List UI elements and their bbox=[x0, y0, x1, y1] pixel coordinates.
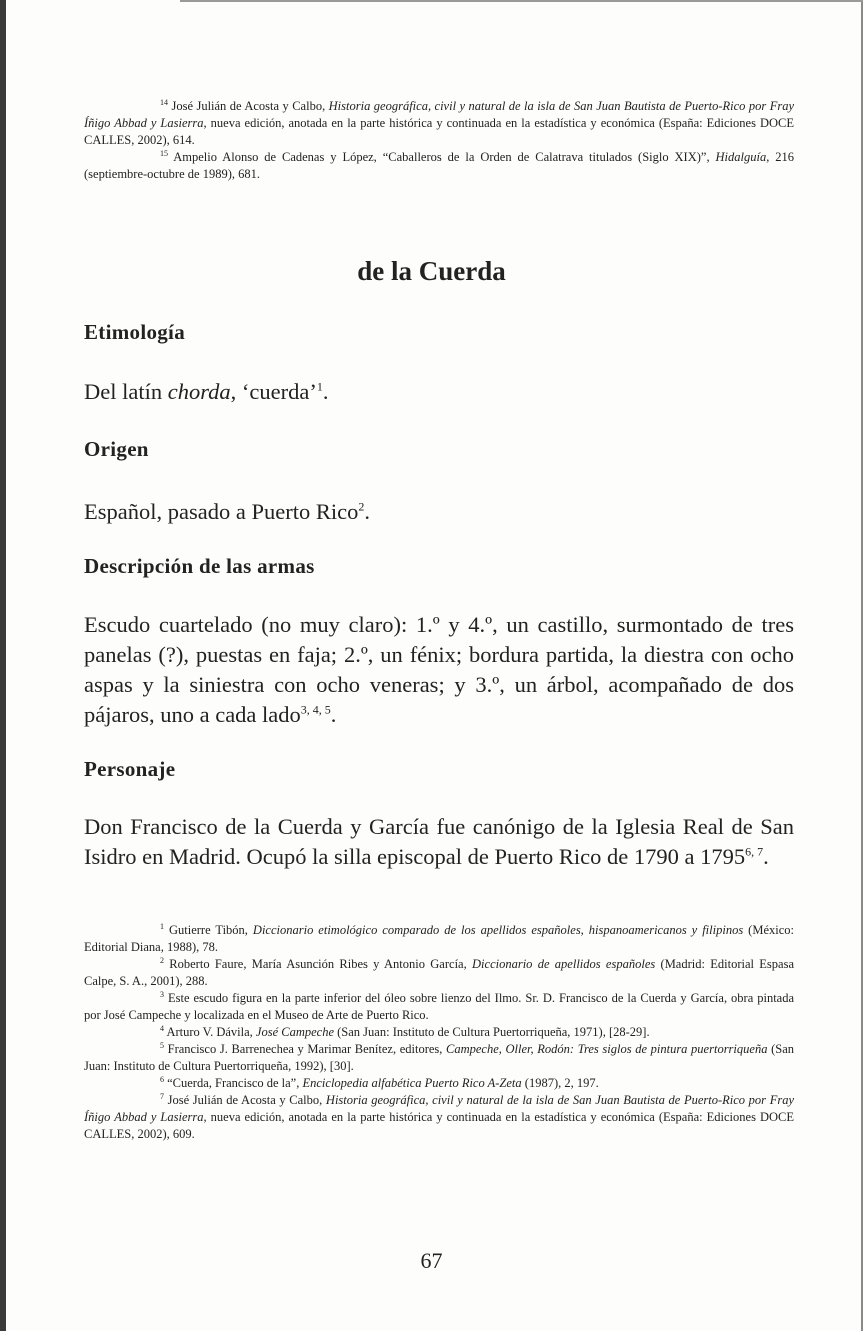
footnote-2: $^2$ Roberto Faure, María Asunción Ribes y Antonio García, Diccionario de apellidos españoles (Madrid: Editorial Espasa Calpe, S. A., 2001), 288. bbox=[84, 955, 794, 988]
footnote-4: $^4$ Arturo V. Dávila, José Campeche (San Juan: Instituto de Cultura Puertorriqueña, 1971), [28-29]. bbox=[160, 1023, 650, 1039]
footnote-7: $^7$ José Julián de Acosta y Calbo, Historia geográfica, civil y natural de la isla de San Juan Bautista de Puerto-Rico por Fray Íñigo Abbad y Lasierra, nueva edición, anotada en la parte histórica y continuada en la estadística y económica (España: Ediciones DOCE CALLES, 2002), 609. bbox=[84, 1091, 794, 1141]
paragraph-personaje: Don Francisco de la Cuerda y García fue canónigo de la Iglesia Real de San Isidro en Madrid. Ocupó la silla episcopal de Puerto Rico de 1790 a 1795$^{6, 7}$. bbox=[84, 814, 794, 869]
page-number: 67 bbox=[420, 1248, 443, 1273]
heading-personaje: Personaje bbox=[84, 757, 176, 781]
footnote-6: $^6$ “Cuerda, Francisco de la”, Enciclopedia alfabética Puerto Rico A-Zeta (1987), 2, 197. bbox=[160, 1074, 599, 1090]
scan-top-edge bbox=[180, 0, 863, 2]
heading-etimologia: Etimología bbox=[84, 320, 185, 344]
top-footnotes bbox=[84, 98, 794, 183]
footnote-3: $^3$ Este escudo figura en la parte inferior del óleo sobre lienzo del Ilmo. Sr. D. Francisco de la Cuerda y García, obra pintada por José Campeche y localizada en el Museo de Arte de Puerto Rico. bbox=[84, 989, 795, 1022]
page-title: de la Cuerda bbox=[357, 256, 506, 286]
paragraph-origen: Español, pasado a Puerto Rico$^2$. bbox=[84, 499, 370, 524]
paragraph-descripcion-armas: Escudo cuartelado (no muy claro): 1.º y 4.º, un castillo, surmontado de tres panelas (?), puestas en faja; 2.º, un fénix; bordura partida, la diestra con ocho aspas y la siniestra con ocho veneras; y 3.º, un árbol, acompañado de dos pájaros, uno a cada lado$^{3, 4, 5}$. bbox=[84, 612, 794, 727]
footnote-15: $^{15}$ Ampelio Alonso de Cadenas y López, “Caballeros de la Orden de Calatrava titulados (Siglo XIX)”, Hidalguía, 216 (septiembre-octubre de 1989), 681. bbox=[84, 148, 795, 181]
footnote-5: $^5$ Francisco J. Barrenechea y Marimar Benítez, editores, Campeche, Oller, Rodón: Tres siglos de pintura puertorriqueña (San Juan: Instituto de Cultura Puertorriqueña, 1992), [30]. bbox=[84, 1040, 794, 1073]
heading-descripcion-armas: Descripción de las armas bbox=[84, 554, 315, 578]
paragraph-etimologia: Del latín chorda, ‘cuerda’$^1$. bbox=[84, 379, 329, 404]
scan-left-edge bbox=[0, 0, 6, 1331]
footnote-1: $^1$ Gutierre Tibón, Diccionario etimológico comparado de los apellidos españoles, hispanoamericanos y filipinos (México: Editorial Diana, 1988), 78. bbox=[84, 921, 795, 954]
footnotes bbox=[84, 922, 794, 1143]
footnote-14: $^{14}$ José Julián de Acosta y Calbo, Historia geográfica, civil y natural de la isla de San Juan Bautista de Puerto-Rico por Fray Íñigo Abbad y Lasierra, nueva edición, anotada en la parte histórica y continuada en la estadística y económica (España: Ediciones DOCE CALLES, 2002), 614. bbox=[84, 97, 794, 147]
heading-origen: Origen bbox=[84, 437, 149, 461]
